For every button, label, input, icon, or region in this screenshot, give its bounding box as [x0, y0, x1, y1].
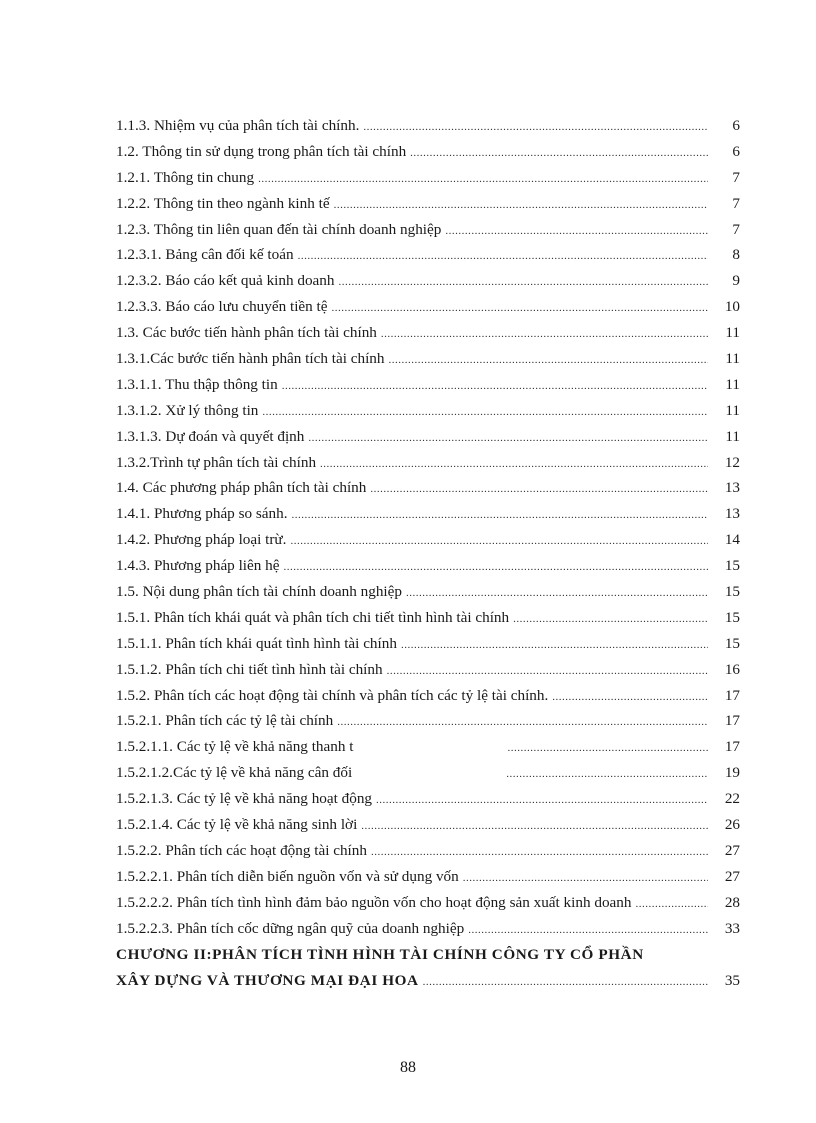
toc-entry-page: 6 — [732, 142, 740, 160]
toc-entry — [116, 812, 740, 838]
toc-entry — [116, 553, 740, 579]
toc-entry-title: 1.3.1.1. Thu thập thông tin — [116, 375, 278, 393]
toc-entry-title: 1.5.2. Phân tích các hoạt động tài chính và phân tích các tỷ lệ tài chính. — [116, 686, 549, 704]
dot-leader — [445, 219, 708, 245]
toc-entry-title: 1.5.1.2. Phân tích chi tiết tình hình tài chính — [116, 660, 383, 678]
toc-entry-title: 1.2.3.3. Báo cáo lưu chuyển tiền tệ — [116, 298, 328, 316]
dot-leader — [361, 814, 708, 840]
toc-entry-page: 11 — [725, 375, 740, 393]
toc-entry-page: 19 — [724, 764, 740, 782]
toc-entry-title: 1.5.2.2.2. Phân tích tình hình đảm bảo nguồn vốn cho hoạt động sản xuất kinh doanh — [116, 893, 632, 911]
toc-entry-page: 13 — [724, 505, 740, 523]
dot-leader — [406, 581, 708, 607]
dot-leader — [423, 970, 708, 996]
toc-entry-title: 1.2.1. Thông tin chung — [116, 168, 255, 186]
toc-entry-title: 1.3.1.Các bước tiến hành phân tích tài chính — [116, 350, 385, 368]
toc-entry-page: 7 — [732, 168, 740, 186]
dot-leader — [381, 322, 708, 348]
toc-entry — [116, 217, 740, 243]
toc-entry-title: 1.2.3.1. Bảng cân đối kế toán — [116, 246, 294, 264]
toc-entry-page: 11 — [725, 401, 740, 419]
toc-entry — [116, 346, 740, 372]
toc-entry — [116, 320, 740, 346]
toc-entry-title: 1.5.2.1.1. Các tỷ lệ về khả năng thanh t — [116, 738, 354, 756]
toc-entry-page: 15 — [724, 608, 740, 626]
dot-leader — [298, 244, 708, 270]
toc-entry — [116, 294, 740, 320]
toc-entry-title: 1.4.3. Phương pháp liên hệ — [116, 557, 280, 575]
toc-entry — [116, 113, 740, 139]
toc-entry — [116, 424, 740, 450]
toc-entry-page: 26 — [724, 816, 740, 834]
toc-entry — [116, 708, 740, 734]
toc-entry-title: 1.4.1. Phương pháp so sánh. — [116, 505, 288, 523]
toc-entry-title: 1.2.3. Thông tin liên quan đến tài chính doanh nghiệp — [116, 220, 442, 238]
dot-leader — [387, 659, 708, 685]
chapter-page: 35 — [724, 972, 740, 989]
dot-leader — [283, 555, 708, 581]
toc-entry — [116, 916, 740, 942]
toc-entry-title: 1.5.2.2.3. Phân tích cốc dững ngân quỹ của doanh nghiệp — [116, 919, 465, 937]
table-of-contents — [116, 113, 740, 995]
toc-entry-title: 1.5.2.2.1. Phân tích diễn biến nguồn vốn và sử dụng vốn — [116, 867, 459, 885]
dot-leader — [363, 115, 708, 141]
toc-entry-title: 1.2. Thông tin sử dụng trong phân tích tài chính — [116, 142, 407, 160]
toc-entry — [116, 139, 740, 165]
toc-entry — [116, 165, 740, 191]
toc-entry-page: 17 — [724, 686, 740, 704]
dot-leader — [371, 840, 708, 866]
toc-entry-title: 1.3.1.3. Dự đoán và quyết định — [116, 427, 305, 445]
toc-entry-page: 28 — [724, 893, 740, 911]
toc-entry-title: 1.2.3.2. Báo cáo kết quả kinh doanh — [116, 272, 335, 290]
toc-entry-title: 1.5. Nội dung phân tích tài chính doanh nghiệp — [116, 583, 402, 601]
toc-entry-page: 6 — [732, 117, 740, 134]
toc-entry-title: 1.5.1.1. Phân tích khái quát tình hình tài chính — [116, 634, 397, 652]
dot-leader — [338, 270, 708, 296]
dot-leader — [376, 788, 708, 814]
toc-entry-title: 1.1.3. Nhiệm vụ của phân tích tài chính. — [116, 117, 360, 134]
toc-entry — [116, 683, 740, 709]
dot-leader — [262, 400, 708, 426]
toc-entry-page: 7 — [732, 220, 740, 238]
toc-entry-title: 1.5.2.1.4. Các tỷ lệ về khả năng sinh lời — [116, 816, 358, 834]
toc-entry-page: 11 — [725, 427, 740, 445]
toc-entry-page: 15 — [724, 634, 740, 652]
dot-leader — [308, 426, 708, 452]
toc-entry — [116, 838, 740, 864]
dot-leader — [282, 374, 708, 400]
toc-entry — [116, 890, 740, 916]
dot-leader — [370, 477, 708, 503]
dot-leader — [410, 141, 708, 167]
toc-entry-page: 15 — [724, 583, 740, 601]
toc-entry — [116, 501, 740, 527]
dot-leader — [552, 685, 708, 711]
dot-leader — [401, 633, 708, 659]
dot-leader — [337, 710, 708, 736]
toc-entry — [116, 786, 740, 812]
toc-entry — [116, 631, 740, 657]
toc-entry-page: 7 — [732, 194, 740, 212]
dot-leader — [332, 296, 708, 322]
dot-leader — [320, 452, 708, 478]
chapter-heading-line2 — [116, 968, 740, 995]
toc-entry-title: 1.2.2. Thông tin theo ngành kinh tế — [116, 194, 330, 212]
toc-entry — [116, 372, 740, 398]
dot-leader — [292, 503, 708, 529]
toc-entry-page: 13 — [724, 479, 740, 497]
toc-entry-page: 12 — [724, 453, 740, 471]
toc-entry-title: 1.3.1.2. Xử lý thông tin — [116, 401, 259, 419]
toc-entry — [116, 579, 740, 605]
toc-entries — [116, 113, 740, 942]
toc-entry-page: 14 — [724, 531, 740, 549]
toc-entry — [116, 864, 740, 890]
toc-entry — [116, 242, 740, 268]
dot-leader — [334, 193, 708, 219]
toc-entry — [116, 268, 740, 294]
chapter-heading-line1 — [116, 942, 740, 969]
toc-entry-page: 15 — [724, 557, 740, 575]
toc-entry — [116, 191, 740, 217]
dot-leader — [513, 607, 708, 633]
toc-entry-title: 1.3.2.Trình tự phân tích tài chính — [116, 453, 317, 471]
toc-entry-title: 1.4.2. Phương pháp loại trừ. — [116, 531, 287, 549]
page-number: 88 — [400, 1059, 416, 1076]
toc-entry-title: 1.5.2.2. Phân tích các hoạt động tài chính — [116, 841, 367, 859]
toc-entry — [116, 657, 740, 683]
toc-entry — [116, 527, 740, 553]
dot-leader — [507, 736, 708, 762]
toc-entry-title: 1.5.1. Phân tích khái quát và phân tích chi tiết tình hình tài chính — [116, 608, 510, 626]
dot-leader — [290, 529, 708, 555]
dot-leader — [468, 918, 708, 944]
toc-entry-title: 1.5.2.1.3. Các tỷ lệ về khả năng hoạt động — [116, 790, 373, 808]
toc-entry — [116, 760, 740, 786]
toc-entry — [116, 450, 740, 476]
toc-entry-page: 27 — [724, 841, 740, 859]
toc-entry — [116, 475, 740, 501]
dot-leader — [506, 762, 708, 788]
dot-leader — [635, 892, 708, 918]
toc-entry-page: 10 — [724, 298, 740, 316]
toc-entry-title: 1.4. Các phương pháp phân tích tài chính — [116, 479, 367, 497]
toc-entry-title: 1.5.2.1. Phân tích các tỷ lệ tài chính — [116, 712, 334, 730]
toc-entry-page: 22 — [724, 790, 740, 808]
toc-entry — [116, 734, 740, 760]
chapter-title-line2: XÂY DỰNG VÀ THƯƠNG MẠI ĐẠI HOA — [116, 972, 419, 989]
toc-entry — [116, 398, 740, 424]
chapter-title-line1: CHƯƠNG II:PHÂN TÍCH TÌNH HÌNH TÀI CHÍNH CÔNG TY CỔ PHẦN — [116, 945, 644, 963]
toc-entry — [116, 605, 740, 631]
dot-leader — [258, 167, 708, 193]
toc-entry-page: 33 — [724, 919, 740, 937]
toc-entry-page: 11 — [725, 350, 740, 368]
toc-entry-page: 11 — [725, 324, 740, 342]
toc-entry-page: 9 — [732, 272, 740, 290]
toc-entry-page: 16 — [724, 660, 740, 678]
toc-entry-title: 1.5.2.1.2.Các tỷ lệ về khả năng cân đối — [116, 764, 353, 782]
toc-entry-page: 17 — [724, 738, 740, 756]
toc-entry-page: 8 — [732, 246, 740, 264]
toc-entry-page: 27 — [724, 867, 740, 885]
toc-entry-title: 1.3. Các bước tiến hành phân tích tài chính — [116, 324, 377, 342]
dot-leader — [463, 866, 708, 892]
dot-leader — [388, 348, 708, 374]
toc-entry-page: 17 — [724, 712, 740, 730]
